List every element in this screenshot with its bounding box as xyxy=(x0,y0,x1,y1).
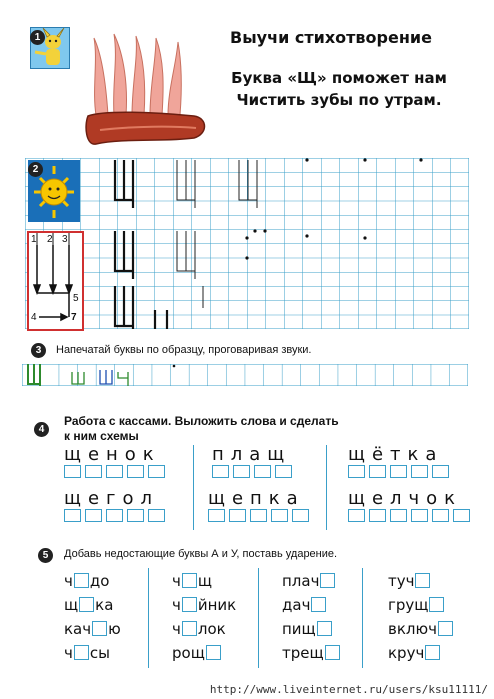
exercise-prefix: включ xyxy=(388,620,437,638)
stroke-number-7: 7 xyxy=(71,312,77,323)
poem-line-2: Чистить зубы по утрам. xyxy=(236,91,442,109)
exercise-prefix: ч xyxy=(64,644,73,662)
toothbrush-illustration xyxy=(84,30,212,158)
section-3-instruction: Напечатай буквы по образцу, проговаривая звуки. xyxy=(56,344,312,356)
exercise-prefix: ч xyxy=(172,620,181,638)
exercise-item xyxy=(64,570,109,590)
exercise-item xyxy=(64,642,110,662)
exercise-divider-3 xyxy=(362,568,363,668)
exercise-item xyxy=(172,594,236,614)
exercise-item xyxy=(282,594,327,614)
word-text: щегол xyxy=(64,488,160,509)
exercise-suffix: до xyxy=(89,572,110,590)
section-2-number: 2 xyxy=(28,162,43,177)
poem-line-1: Буква «Щ» поможет нам xyxy=(231,69,447,87)
section-1-number: 1 xyxy=(30,30,45,45)
stroke-number-1: 1 xyxy=(31,234,37,245)
stroke-order-diagram xyxy=(27,231,84,331)
stroke-number-3: 3 xyxy=(62,234,68,245)
word-card-5 xyxy=(208,488,313,522)
letter-boxes[interactable] xyxy=(212,465,296,478)
section-5-number: 5 xyxy=(38,548,53,563)
missing-letter-box[interactable] xyxy=(311,597,326,612)
word-card-3 xyxy=(348,444,453,478)
missing-letter-box[interactable] xyxy=(429,597,444,612)
exercise-prefix: плач xyxy=(282,572,320,590)
word-text: щепка xyxy=(208,488,305,509)
missing-letter-box[interactable] xyxy=(317,621,332,636)
word-column-divider-1 xyxy=(193,445,194,530)
stroke-number-4: 4 xyxy=(31,312,37,323)
exercise-item xyxy=(282,570,336,590)
exercise-prefix: круч xyxy=(388,644,425,662)
exercise-prefix: ч xyxy=(172,596,181,614)
word-card-1 xyxy=(64,444,169,478)
exercise-suffix: сы xyxy=(89,644,110,662)
letter-boxes[interactable] xyxy=(64,509,169,522)
exercise-divider-1 xyxy=(148,568,149,668)
exercise-prefix: дач xyxy=(282,596,311,614)
exercise-item xyxy=(388,594,445,614)
exercise-item xyxy=(388,570,431,590)
poem xyxy=(214,67,464,111)
missing-letter-box[interactable] xyxy=(74,573,89,588)
letter-boxes[interactable] xyxy=(208,509,313,522)
section-4-instruction-line-1: Работа с кассами. Выложить слова и сделать xyxy=(64,414,339,428)
stroke-number-2: 2 xyxy=(47,234,53,245)
exercise-item xyxy=(64,618,121,638)
section-5-instruction: Добавь недостающие буквы А и У, поставь ударение. xyxy=(64,548,338,560)
exercise-suffix: щ xyxy=(197,572,213,590)
exercise-prefix: кач xyxy=(64,620,92,638)
exercise-prefix: пищ xyxy=(282,620,316,638)
exercise-prefix: ч xyxy=(64,572,73,590)
missing-letter-box[interactable] xyxy=(325,645,340,660)
exercise-suffix: йник xyxy=(197,596,237,614)
stroke-number-5: 5 xyxy=(73,293,79,304)
letter-boxes[interactable] xyxy=(348,509,474,522)
exercise-item xyxy=(282,642,341,662)
exercise-suffix: ка xyxy=(95,596,114,614)
exercise-item xyxy=(388,642,441,662)
section-1-title: Выучи стихотворение xyxy=(230,28,432,47)
exercise-prefix: рощ xyxy=(172,644,205,662)
exercise-item xyxy=(172,618,226,638)
word-column-divider-2 xyxy=(326,445,327,530)
word-card-2 xyxy=(212,444,296,478)
exercise-prefix: ч xyxy=(172,572,181,590)
word-text: плащ xyxy=(212,444,292,465)
missing-letter-box[interactable] xyxy=(438,621,453,636)
missing-letter-box[interactable] xyxy=(206,645,221,660)
exercise-prefix: грущ xyxy=(388,596,429,614)
letter-practice-row xyxy=(22,364,468,386)
section-4-instruction-line-2: к ним схемы xyxy=(64,429,139,443)
exercise-item xyxy=(172,642,222,662)
section-4-number: 4 xyxy=(34,422,49,437)
missing-letter-box[interactable] xyxy=(79,597,94,612)
exercise-item xyxy=(388,618,454,638)
missing-letter-box[interactable] xyxy=(415,573,430,588)
missing-letter-box[interactable] xyxy=(74,645,89,660)
exercise-item xyxy=(64,594,113,614)
section-3-number: 3 xyxy=(31,343,46,358)
exercise-item xyxy=(172,570,212,590)
exercise-divider-2 xyxy=(258,568,259,668)
letter-boxes[interactable] xyxy=(348,465,453,478)
missing-letter-box[interactable] xyxy=(182,573,197,588)
missing-letter-box[interactable] xyxy=(320,573,335,588)
letter-boxes[interactable] xyxy=(64,465,169,478)
word-text: щенок xyxy=(64,444,161,465)
missing-letter-box[interactable] xyxy=(182,597,197,612)
missing-letter-box[interactable] xyxy=(182,621,197,636)
word-text: щётка xyxy=(348,444,444,465)
handwriting-grid xyxy=(25,158,469,329)
section-4-instruction xyxy=(64,414,339,444)
footer-url: http://www.liveinternet.ru/users/ksu11111/ xyxy=(209,683,488,696)
exercise-prefix: щ xyxy=(64,596,79,614)
missing-letter-box[interactable] xyxy=(92,621,107,636)
exercise-prefix: трещ xyxy=(282,644,324,662)
exercise-item xyxy=(282,618,333,638)
word-card-4 xyxy=(64,488,169,522)
exercise-suffix: лок xyxy=(197,620,226,638)
missing-letter-box[interactable] xyxy=(425,645,440,660)
exercise-suffix: ю xyxy=(108,620,121,638)
exercise-prefix: туч xyxy=(388,572,415,590)
word-text: щелчок xyxy=(348,488,463,509)
word-card-6 xyxy=(348,488,474,522)
